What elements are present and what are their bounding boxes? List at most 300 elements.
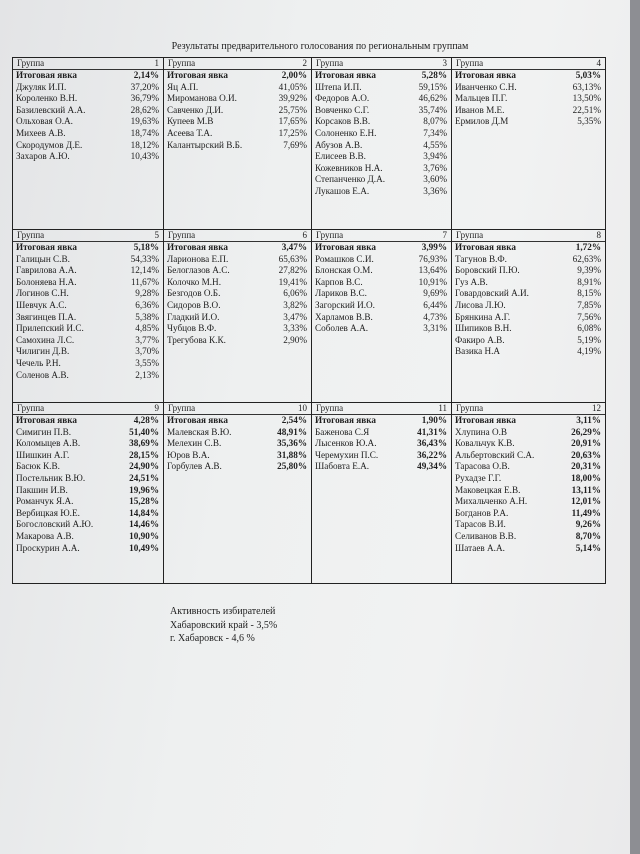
candidate-percent: 17,25% bbox=[278, 127, 307, 138]
group-turnout-row bbox=[312, 415, 451, 427]
group-cell bbox=[164, 403, 312, 583]
candidate-percent: 25,80% bbox=[277, 461, 307, 472]
candidate-percent: 41,05% bbox=[278, 81, 307, 92]
document-title: Результаты предварительного голосования по региональным группам bbox=[171, 41, 469, 52]
candidate-percent: 51,40% bbox=[129, 426, 159, 437]
candidate-row bbox=[13, 473, 163, 485]
candidate-percent: 38,69% bbox=[129, 438, 159, 449]
candidate-name: Шевчук А.С. bbox=[16, 299, 67, 310]
group-number: 8 bbox=[596, 230, 601, 240]
candidate-row bbox=[312, 300, 451, 312]
turnout-value: 5,03% bbox=[575, 70, 601, 80]
candidate-percent: 9,69% bbox=[423, 288, 447, 299]
turnout-summary-heading: Активность избирателей bbox=[170, 606, 276, 617]
candidate-name: Постельник В.Ю. bbox=[16, 472, 86, 483]
candidate-name: Степанченко Д.А. bbox=[315, 174, 386, 185]
candidate-row bbox=[452, 450, 605, 462]
candidate-row bbox=[13, 531, 163, 543]
group-header bbox=[312, 230, 451, 242]
candidate-name: Лариков В.С. bbox=[315, 288, 367, 299]
candidate-name: Басюк К.В. bbox=[16, 461, 60, 472]
candidate-row bbox=[452, 105, 605, 117]
candidate-percent: 5,19% bbox=[577, 334, 601, 345]
candidate-percent: 2,90% bbox=[283, 334, 307, 345]
candidate-row bbox=[13, 82, 163, 94]
candidate-name: Рухадзе Г.Г. bbox=[455, 472, 502, 483]
candidate-name: Маковецкая Е.В. bbox=[455, 484, 521, 495]
group-header bbox=[13, 403, 163, 415]
turnout-value: 5,28% bbox=[421, 70, 447, 80]
turnout-label: Итоговая явка bbox=[167, 415, 228, 425]
candidate-row bbox=[13, 335, 163, 347]
candidate-percent: 48,91% bbox=[277, 426, 307, 437]
group-turnout-row bbox=[164, 415, 311, 427]
candidate-percent: 39,92% bbox=[278, 93, 307, 104]
candidate-row bbox=[452, 496, 605, 508]
candidate-row bbox=[13, 288, 163, 300]
candidate-name: Говардовский А.И. bbox=[455, 288, 529, 299]
group-cell bbox=[13, 58, 164, 230]
candidate-row bbox=[164, 140, 311, 152]
candidate-row bbox=[164, 427, 311, 439]
candidate-percent: 6,06% bbox=[283, 288, 307, 299]
candidate-name: Романчук Я.А. bbox=[16, 496, 74, 507]
group-label: Группа bbox=[168, 403, 196, 413]
group-number: 11 bbox=[438, 403, 447, 413]
candidate-percent: 17,65% bbox=[278, 116, 307, 127]
candidate-row bbox=[164, 438, 311, 450]
candidate-percent: 12,14% bbox=[130, 265, 159, 276]
candidate-name: Тарасова О.В. bbox=[455, 461, 510, 472]
candidate-row bbox=[312, 140, 451, 152]
candidate-percent: 54,33% bbox=[130, 253, 159, 264]
candidate-row bbox=[164, 265, 311, 277]
group-label: Группа bbox=[456, 58, 484, 68]
turnout-label: Итоговая явка bbox=[455, 242, 516, 252]
candidate-row bbox=[13, 254, 163, 266]
group-header bbox=[312, 403, 451, 415]
candidate-percent: 65,63% bbox=[278, 253, 307, 264]
candidate-percent: 25,75% bbox=[278, 104, 307, 115]
candidate-row bbox=[452, 346, 605, 358]
candidate-percent: 26,29% bbox=[571, 426, 601, 437]
candidate-name: Лысенков Ю.А. bbox=[315, 438, 377, 449]
candidate-name: Корсаков В.В. bbox=[315, 116, 371, 127]
group-number: 3 bbox=[442, 58, 447, 68]
candidate-name: Баженова С.Я bbox=[315, 426, 370, 437]
group-number: 12 bbox=[592, 403, 601, 413]
turnout-value: 1,72% bbox=[575, 242, 601, 252]
candidate-percent: 4,55% bbox=[423, 139, 447, 150]
candidate-name: Шишкин А.Г. bbox=[16, 449, 70, 460]
candidate-name: Прилепский И.С. bbox=[16, 323, 84, 334]
candidate-row bbox=[164, 128, 311, 140]
candidate-row bbox=[164, 82, 311, 94]
candidate-row bbox=[452, 543, 605, 555]
candidate-name: Ларионова Е.П. bbox=[167, 253, 229, 264]
group-label: Группа bbox=[456, 403, 484, 413]
candidate-row bbox=[13, 312, 163, 324]
group-cell bbox=[312, 58, 452, 230]
candidate-name: Базилевский А.А. bbox=[16, 104, 86, 115]
candidate-name: Мелехин С.В. bbox=[167, 438, 222, 449]
candidate-row bbox=[13, 543, 163, 555]
candidate-row bbox=[452, 323, 605, 335]
candidate-name: Скородумов Д.Е. bbox=[16, 139, 83, 150]
candidate-percent: 59,15% bbox=[418, 81, 447, 92]
candidate-percent: 36,43% bbox=[417, 438, 447, 449]
group-cell bbox=[13, 403, 164, 583]
turnout-label: Итоговая явка bbox=[16, 70, 77, 80]
group-cell bbox=[164, 230, 312, 403]
candidate-name: Колочко М.Н. bbox=[167, 276, 221, 287]
candidate-percent: 49,34% bbox=[417, 461, 447, 472]
turnout-label: Итоговая явка bbox=[455, 70, 516, 80]
turnout-summary bbox=[170, 605, 277, 646]
candidate-name: Звягинцев П.А. bbox=[16, 311, 77, 322]
candidate-name: Вовченко С.Г. bbox=[315, 104, 370, 115]
candidate-name: Богданов Р.А. bbox=[455, 507, 509, 518]
turnout-label: Итоговая явка bbox=[315, 242, 376, 252]
candidate-name: Макарова А.В. bbox=[16, 530, 74, 541]
candidate-name: Проскурин А.А. bbox=[16, 542, 80, 553]
candidate-percent: 7,34% bbox=[423, 127, 447, 138]
candidate-row bbox=[452, 300, 605, 312]
candidate-row bbox=[312, 128, 451, 140]
candidate-name: Вазика Н.А bbox=[455, 346, 501, 357]
candidate-percent: 10,91% bbox=[418, 276, 447, 287]
group-header bbox=[452, 58, 605, 70]
candidate-percent: 35,36% bbox=[277, 438, 307, 449]
candidate-percent: 36,79% bbox=[130, 93, 159, 104]
candidate-percent: 37,20% bbox=[130, 81, 159, 92]
candidate-name: Галицын С.В. bbox=[16, 253, 70, 264]
candidate-percent: 13,64% bbox=[418, 265, 447, 276]
group-cell bbox=[13, 230, 164, 403]
candidate-name: Елисеев В.В. bbox=[315, 151, 366, 162]
candidate-percent: 9,28% bbox=[135, 288, 159, 299]
candidate-name: Калантырский В.Б. bbox=[167, 139, 243, 150]
candidate-row bbox=[164, 277, 311, 289]
candidate-percent: 12,01% bbox=[571, 496, 601, 507]
group-cell bbox=[164, 58, 312, 230]
candidate-name: Михальченко А.Н. bbox=[455, 496, 528, 507]
group-label: Группа bbox=[17, 58, 45, 68]
candidate-percent: 13,50% bbox=[572, 93, 601, 104]
candidate-row bbox=[452, 473, 605, 485]
candidate-percent: 6,08% bbox=[577, 323, 601, 334]
candidate-name: Гуз А.В. bbox=[455, 276, 488, 287]
group-number: 2 bbox=[302, 58, 307, 68]
candidate-percent: 22,51% bbox=[572, 104, 601, 115]
candidate-name: Тагунов В.Ф. bbox=[455, 253, 507, 264]
candidate-name: Федоров А.О. bbox=[315, 93, 370, 104]
turnout-value: 1,90% bbox=[421, 415, 447, 425]
candidate-percent: 3,33% bbox=[283, 323, 307, 334]
candidate-row bbox=[13, 140, 163, 152]
group-turnout-row bbox=[164, 70, 311, 82]
group-label: Группа bbox=[456, 230, 484, 240]
candidate-percent: 15,28% bbox=[129, 496, 159, 507]
candidate-row bbox=[452, 508, 605, 520]
turnout-city: г. Хабаровск - 4,6 % bbox=[170, 633, 255, 644]
candidate-percent: 18,00% bbox=[571, 472, 601, 483]
group-turnout-row bbox=[13, 242, 163, 254]
candidate-percent: 4,19% bbox=[577, 346, 601, 357]
candidate-name: Селиванов В.В. bbox=[455, 530, 517, 541]
candidate-row bbox=[312, 93, 451, 105]
candidate-percent: 8,91% bbox=[577, 276, 601, 287]
candidate-row bbox=[312, 265, 451, 277]
group-number: 6 bbox=[302, 230, 307, 240]
candidate-name: Шабовта Е.А. bbox=[315, 461, 370, 472]
candidate-row bbox=[312, 312, 451, 324]
candidate-row bbox=[452, 531, 605, 543]
candidate-percent: 5,35% bbox=[577, 116, 601, 127]
group-header bbox=[164, 403, 311, 415]
candidate-name: Богословский А.Ю. bbox=[16, 519, 94, 530]
candidate-name: Савченко Д.И. bbox=[167, 104, 224, 115]
candidate-name: Штепа И.П. bbox=[315, 81, 362, 92]
candidate-name: Яц А.П. bbox=[167, 81, 199, 92]
group-number: 7 bbox=[442, 230, 447, 240]
candidate-name: Альбертовский С.А. bbox=[455, 449, 535, 460]
candidate-row bbox=[452, 461, 605, 473]
candidate-percent: 3,94% bbox=[423, 151, 447, 162]
candidate-percent: 3,77% bbox=[135, 334, 159, 345]
candidate-name: Брянкина А.Г. bbox=[455, 311, 511, 322]
candidate-row bbox=[312, 174, 451, 186]
group-number: 9 bbox=[154, 403, 159, 413]
candidate-percent: 18,74% bbox=[130, 127, 159, 138]
candidate-name: Ермилов Д.М bbox=[455, 116, 509, 127]
turnout-value: 4,28% bbox=[133, 415, 159, 425]
candidate-name: Логинов С.Н. bbox=[16, 288, 69, 299]
group-turnout-row bbox=[312, 70, 451, 82]
candidate-row bbox=[13, 93, 163, 105]
group-header bbox=[452, 230, 605, 242]
candidate-percent: 13,11% bbox=[571, 484, 601, 495]
candidate-row bbox=[452, 277, 605, 289]
candidate-percent: 35,74% bbox=[418, 104, 447, 115]
candidate-name: Иванченко С.Н. bbox=[455, 81, 517, 92]
candidate-row bbox=[13, 116, 163, 128]
candidate-row bbox=[452, 93, 605, 105]
candidate-percent: 3,76% bbox=[423, 162, 447, 173]
candidate-row bbox=[164, 323, 311, 335]
turnout-label: Итоговая явка bbox=[167, 70, 228, 80]
group-turnout-row bbox=[312, 242, 451, 254]
group-cell bbox=[452, 230, 605, 403]
candidate-name: Иванов М.Е. bbox=[455, 104, 505, 115]
group-number: 4 bbox=[596, 58, 601, 68]
candidate-row bbox=[164, 300, 311, 312]
candidate-row bbox=[13, 461, 163, 473]
candidate-percent: 63,13% bbox=[572, 81, 601, 92]
candidate-percent: 6,36% bbox=[135, 299, 159, 310]
candidate-name: Чубцов В.Ф. bbox=[167, 323, 217, 334]
candidate-row bbox=[452, 438, 605, 450]
candidate-percent: 5,38% bbox=[135, 311, 159, 322]
turnout-value: 3,47% bbox=[281, 242, 307, 252]
candidate-name: Захаров А.Ю. bbox=[16, 151, 70, 162]
group-number: 10 bbox=[298, 403, 307, 413]
candidate-percent: 11,49% bbox=[571, 507, 601, 518]
candidate-name: Ольховая О.А. bbox=[16, 116, 73, 127]
candidate-percent: 3,70% bbox=[135, 346, 159, 357]
candidate-name: Миромaнова О.И. bbox=[167, 93, 237, 104]
candidate-row bbox=[13, 128, 163, 140]
candidate-row bbox=[13, 450, 163, 462]
candidate-name: Факиро А.В. bbox=[455, 334, 505, 345]
candidate-row bbox=[452, 312, 605, 324]
candidate-percent: 8,70% bbox=[575, 530, 601, 541]
group-header bbox=[13, 58, 163, 70]
candidate-row bbox=[312, 151, 451, 163]
candidate-percent: 3,31% bbox=[423, 323, 447, 334]
candidate-row bbox=[452, 116, 605, 128]
turnout-region: Хабаровский край - 3,5% bbox=[170, 619, 278, 631]
candidate-name: Вербицкая Ю.Е. bbox=[16, 507, 80, 518]
candidate-row bbox=[13, 323, 163, 335]
candidate-name: Чечель Р.Н. bbox=[16, 357, 61, 368]
group-label: Группа bbox=[168, 58, 196, 68]
candidate-percent: 3,60% bbox=[423, 174, 447, 185]
candidate-row bbox=[312, 82, 451, 94]
candidate-name: Абузов А.В. bbox=[315, 139, 363, 150]
candidate-row bbox=[13, 346, 163, 358]
candidate-row bbox=[13, 496, 163, 508]
turnout-value: 2,00% bbox=[281, 70, 307, 80]
group-label: Группа bbox=[316, 230, 344, 240]
candidate-percent: 10,49% bbox=[129, 542, 159, 553]
candidate-name: Хлупина О.В bbox=[455, 426, 507, 437]
candidate-row bbox=[13, 427, 163, 439]
group-header bbox=[452, 403, 605, 415]
candidate-name: Загорский И.О. bbox=[315, 299, 375, 310]
candidate-name: Чилигин Д.В. bbox=[16, 346, 70, 357]
candidate-name: Малевская В.Ю. bbox=[167, 426, 232, 437]
candidate-percent: 14,84% bbox=[129, 507, 159, 518]
candidate-name: Лисова Л.Ю. bbox=[455, 299, 506, 310]
candidate-name: Гладкий И.О. bbox=[167, 311, 220, 322]
candidate-percent: 7,69% bbox=[283, 139, 307, 150]
candidate-name: Купеев М.В bbox=[167, 116, 214, 127]
candidate-name: Гаврилова А.А. bbox=[16, 265, 77, 276]
candidate-percent: 3,55% bbox=[135, 357, 159, 368]
candidate-row bbox=[312, 186, 451, 198]
candidate-percent: 5,14% bbox=[575, 542, 601, 553]
candidate-row bbox=[452, 265, 605, 277]
candidate-row bbox=[312, 254, 451, 266]
candidate-row bbox=[452, 519, 605, 531]
turnout-value: 2,54% bbox=[281, 415, 307, 425]
group-cell bbox=[452, 403, 605, 583]
candidate-percent: 28,62% bbox=[130, 104, 159, 115]
candidate-row bbox=[164, 105, 311, 117]
candidate-name: Горбулев А.В. bbox=[167, 461, 222, 472]
candidate-name: Трегубова К.К. bbox=[167, 334, 226, 345]
candidate-name: Коломыцев А.В. bbox=[16, 438, 81, 449]
candidate-percent: 6,44% bbox=[423, 299, 447, 310]
candidate-name: Сидоров В.О. bbox=[167, 299, 221, 310]
group-turnout-row bbox=[452, 415, 605, 427]
candidate-percent: 7,56% bbox=[577, 311, 601, 322]
turnout-value: 3,11% bbox=[576, 415, 601, 425]
candidate-name: Карпов В.С. bbox=[315, 276, 363, 287]
candidate-percent: 7,85% bbox=[577, 299, 601, 310]
candidate-percent: 4,85% bbox=[135, 323, 159, 334]
candidate-row bbox=[13, 358, 163, 370]
turnout-value: 5,18% bbox=[133, 242, 159, 252]
turnout-label: Итоговая явка bbox=[315, 70, 376, 80]
candidate-row bbox=[312, 277, 451, 289]
candidate-row bbox=[452, 82, 605, 94]
candidate-row bbox=[312, 438, 451, 450]
candidate-row bbox=[164, 288, 311, 300]
group-header bbox=[312, 58, 451, 70]
turnout-label: Итоговая явка bbox=[16, 242, 77, 252]
group-label: Группа bbox=[17, 230, 45, 240]
candidate-percent: 20,63% bbox=[571, 449, 601, 460]
group-header bbox=[164, 58, 311, 70]
candidate-row bbox=[164, 312, 311, 324]
candidate-percent: 8,15% bbox=[577, 288, 601, 299]
candidate-row bbox=[312, 461, 451, 473]
group-label: Группа bbox=[316, 403, 344, 413]
candidate-row bbox=[312, 323, 451, 335]
group-number: 1 bbox=[154, 58, 159, 68]
candidate-row bbox=[312, 427, 451, 439]
candidate-percent: 3,47% bbox=[283, 311, 307, 322]
candidate-name: Джуляк И.П. bbox=[16, 81, 67, 92]
candidate-row bbox=[13, 105, 163, 117]
candidate-row bbox=[13, 508, 163, 520]
candidate-name: Пакшин И.В. bbox=[16, 484, 68, 495]
candidate-percent: 24,90% bbox=[129, 461, 159, 472]
group-label: Группа bbox=[168, 230, 196, 240]
group-label: Группа bbox=[316, 58, 344, 68]
candidate-row bbox=[13, 265, 163, 277]
turnout-label: Итоговая явка bbox=[455, 415, 516, 425]
candidate-name: Асеева Т.А. bbox=[167, 127, 213, 138]
candidate-percent: 3,36% bbox=[423, 185, 447, 196]
candidate-row bbox=[13, 277, 163, 289]
candidate-name: Шатаев А.А. bbox=[455, 542, 505, 553]
candidate-percent: 8,07% bbox=[423, 116, 447, 127]
candidate-row bbox=[13, 370, 163, 382]
candidate-name: Безгодов О.Б. bbox=[167, 288, 221, 299]
candidate-name: Самохина Л.С. bbox=[16, 334, 75, 345]
candidate-percent: 20,31% bbox=[571, 461, 601, 472]
candidate-percent: 9,26% bbox=[575, 519, 601, 530]
candidate-name: Короленко В.Н. bbox=[16, 93, 78, 104]
candidate-name: Кожевников Н.А. bbox=[315, 162, 383, 173]
results-table bbox=[12, 57, 606, 584]
candidate-name: Соленов А.В. bbox=[16, 369, 69, 380]
candidate-row bbox=[452, 427, 605, 439]
turnout-label: Итоговая явка bbox=[315, 415, 376, 425]
candidate-percent: 19,41% bbox=[278, 276, 307, 287]
candidate-percent: 36,22% bbox=[417, 449, 447, 460]
group-turnout-row bbox=[452, 242, 605, 254]
group-cell bbox=[312, 403, 452, 583]
candidate-row bbox=[164, 335, 311, 347]
candidate-percent: 10,90% bbox=[129, 530, 159, 541]
candidate-row bbox=[164, 450, 311, 462]
candidate-percent: 19,63% bbox=[130, 116, 159, 127]
candidate-row bbox=[312, 450, 451, 462]
